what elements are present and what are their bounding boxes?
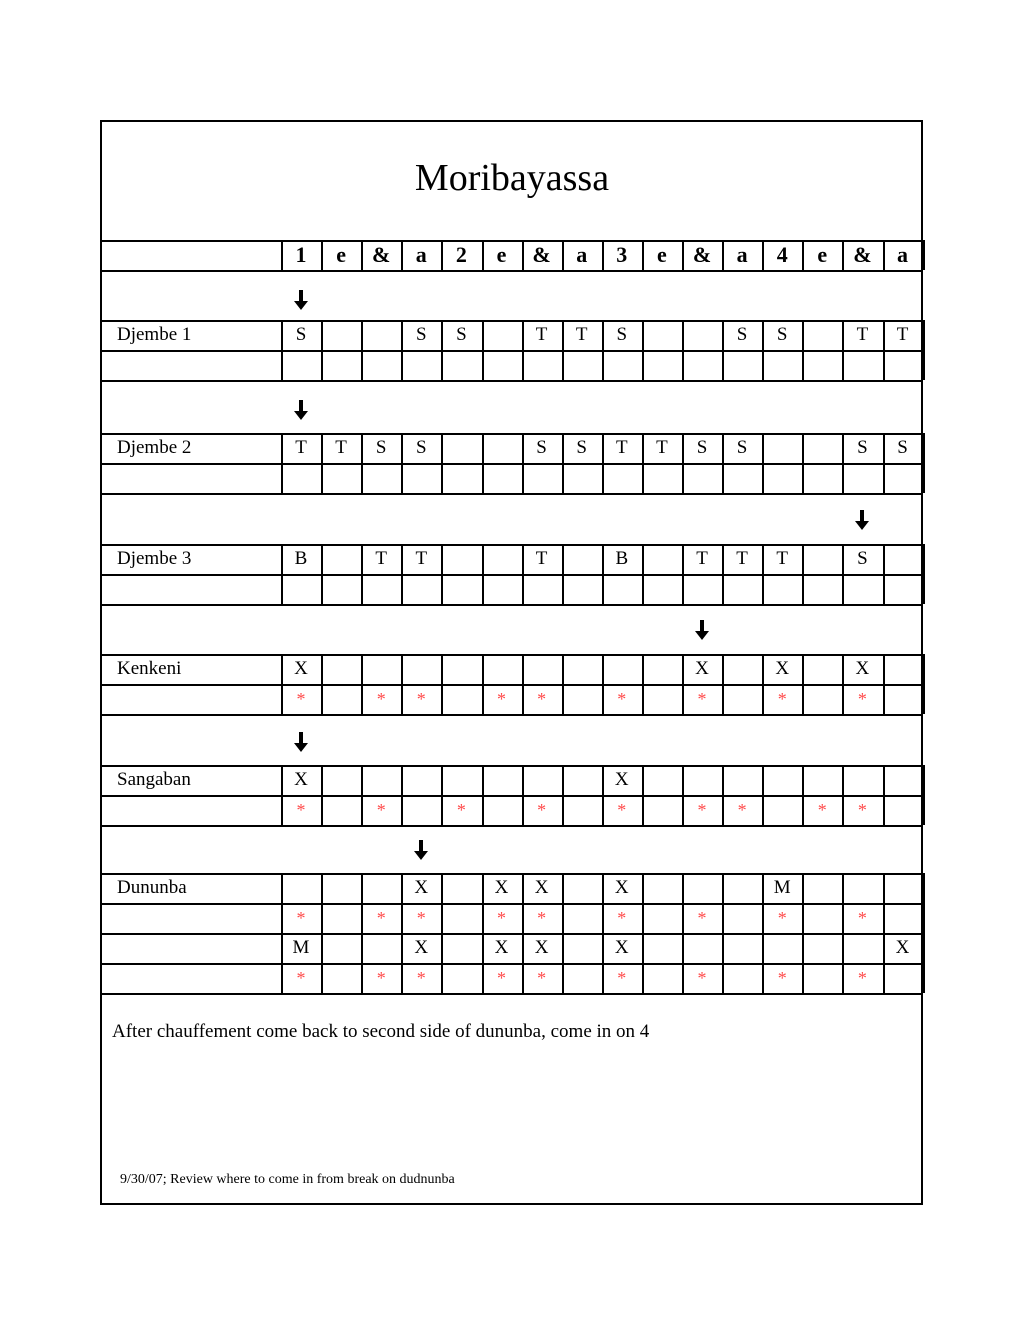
grid-line: [682, 320, 684, 380]
grid-line: [100, 604, 922, 606]
beat-count-cell: e: [496, 242, 507, 267]
bell-stroke-cell: *: [857, 689, 867, 709]
beat-count-cell: 4: [776, 242, 788, 267]
bell-stroke-cell: *: [777, 968, 787, 988]
stroke-cell: S: [736, 324, 748, 345]
beat-count-cell: 2: [455, 242, 467, 267]
beat-count-cell: a: [736, 242, 748, 267]
bell-stroke-cell: *: [697, 968, 707, 988]
beat-count-cell: e: [657, 242, 667, 267]
bell-stroke-cell: *: [617, 968, 627, 988]
bell-stroke-cell: *: [537, 968, 547, 988]
instrument-label: Kenkeni: [117, 658, 182, 679]
grid-line: [642, 654, 644, 714]
bell-stroke-cell: *: [777, 908, 787, 928]
grid-line: [441, 654, 443, 714]
stroke-cell: T: [856, 324, 869, 345]
grid-line: [642, 544, 644, 604]
beat-count-cell: 3: [616, 242, 628, 267]
stroke-cell: S: [416, 324, 427, 345]
grid-line: [100, 433, 922, 435]
stroke-cell: T: [896, 324, 909, 345]
grid-line: [562, 544, 564, 604]
grid-line: [321, 873, 323, 993]
stroke-cell: X: [614, 877, 629, 898]
stroke-cell: S: [696, 437, 708, 458]
bell-stroke-cell: *: [817, 800, 827, 820]
stroke-cell: X: [414, 937, 429, 958]
down-arrow-icon: [294, 400, 308, 420]
stroke-cell: S: [736, 437, 748, 458]
grid-line: [923, 433, 925, 493]
bell-stroke-cell: *: [617, 689, 627, 709]
grid-line: [482, 765, 484, 825]
stroke-cell: T: [535, 324, 548, 345]
grid-line: [482, 320, 484, 380]
grid-line: [441, 433, 443, 493]
grid-line: [100, 350, 922, 352]
bell-stroke-cell: *: [497, 968, 506, 988]
grid-line: [722, 873, 724, 993]
grid-line: [482, 544, 484, 604]
grid-line: [923, 240, 925, 270]
stroke-cell: X: [294, 769, 308, 790]
stroke-cell: M: [292, 937, 310, 958]
instrument-label: Djembe 1: [117, 324, 192, 345]
stroke-cell: B: [294, 548, 308, 569]
bell-stroke-cell: *: [617, 908, 627, 928]
bell-stroke-cell: *: [857, 908, 867, 928]
bell-stroke-cell: *: [456, 800, 466, 820]
grid-line: [923, 765, 925, 825]
grid-line: [100, 795, 922, 797]
grid-line: [883, 544, 885, 604]
bell-stroke-cell: *: [857, 968, 867, 988]
stroke-cell: X: [775, 658, 790, 679]
grid-line: [642, 320, 644, 380]
stroke-cell: T: [335, 437, 347, 458]
instrument-label: Djembe 3: [117, 548, 192, 569]
review-footnote: 9/30/07; Review where to come in from break on dudnunba: [120, 1172, 455, 1187]
stroke-cell: S: [295, 324, 307, 345]
grid-line: [883, 765, 885, 825]
grid-line: [802, 433, 804, 493]
stroke-cell: S: [857, 437, 868, 458]
grid-line: [562, 654, 564, 714]
grid-line: [321, 320, 323, 380]
grid-line: [642, 873, 644, 993]
grid-line: [100, 825, 922, 827]
grid-line: [401, 765, 403, 825]
beat-count-cell: e: [817, 242, 828, 267]
stroke-cell: T: [656, 437, 668, 458]
stroke-cell: X: [614, 769, 629, 790]
stroke-cell: T: [535, 548, 548, 569]
stroke-cell: S: [576, 437, 587, 458]
stroke-cell: X: [855, 658, 870, 679]
down-arrow-icon: [294, 290, 308, 310]
beat-count-cell: e: [336, 242, 346, 267]
grid-line: [802, 320, 804, 380]
grid-line: [762, 765, 764, 825]
bell-stroke-cell: *: [697, 800, 707, 820]
stroke-cell: S: [416, 437, 427, 458]
grid-line: [883, 654, 885, 714]
instrument-label: Sangaban: [117, 769, 191, 790]
grid-line: [100, 380, 922, 382]
stroke-cell: S: [456, 324, 467, 345]
grid-line: [802, 544, 804, 604]
grid-line: [100, 463, 922, 465]
stroke-cell: T: [776, 548, 788, 569]
grid-line: [441, 544, 443, 604]
stroke-cell: X: [534, 877, 549, 898]
bell-stroke-cell: *: [296, 968, 306, 988]
stroke-cell: T: [295, 437, 307, 458]
bell-stroke-cell: *: [617, 800, 627, 820]
stroke-cell: S: [375, 437, 387, 458]
bell-stroke-cell: *: [416, 689, 426, 709]
bell-stroke-cell: *: [697, 908, 707, 928]
stroke-cell: X: [534, 937, 549, 958]
beat-count-cell: &: [692, 242, 712, 267]
grid-line: [762, 433, 764, 493]
grid-line: [100, 493, 922, 495]
grid-line: [100, 270, 922, 272]
stroke-cell: X: [895, 937, 910, 958]
grid-line: [802, 654, 804, 714]
grid-line: [100, 714, 922, 716]
stroke-cell: X: [294, 658, 308, 679]
bell-stroke-cell: *: [296, 908, 306, 928]
grid-line: [923, 654, 925, 714]
grid-line: [441, 873, 443, 993]
down-arrow-icon: [855, 510, 869, 530]
stroke-cell: X: [494, 877, 509, 898]
grid-line: [321, 765, 323, 825]
bell-stroke-cell: *: [537, 908, 547, 928]
instrument-label: Djembe 2: [117, 437, 192, 458]
grid-line: [361, 320, 363, 380]
stroke-cell: X: [695, 658, 709, 679]
grid-line: [923, 320, 925, 380]
grid-line: [722, 654, 724, 714]
grid-line: [100, 574, 922, 576]
bell-stroke-cell: *: [416, 968, 426, 988]
bell-stroke-cell: *: [376, 968, 386, 988]
down-arrow-icon: [294, 732, 308, 752]
stroke-cell: T: [696, 548, 708, 569]
stroke-cell: X: [614, 937, 629, 958]
down-arrow-icon: [414, 840, 428, 860]
grid-line: [923, 873, 925, 993]
stroke-cell: X: [414, 877, 429, 898]
instrument-label: Dununba: [117, 877, 187, 898]
down-arrow-icon: [695, 620, 709, 640]
bell-stroke-cell: *: [777, 689, 787, 709]
grid-line: [923, 544, 925, 604]
bell-stroke-cell: *: [497, 908, 506, 928]
stroke-cell: T: [615, 437, 628, 458]
stroke-cell: B: [615, 548, 629, 569]
beat-count-cell: 1: [295, 242, 307, 267]
grid-line: [802, 873, 804, 993]
bell-stroke-cell: *: [296, 689, 306, 709]
beat-count-cell: a: [415, 242, 427, 267]
page-title: Moribayassa: [414, 157, 610, 199]
stroke-cell: T: [736, 548, 748, 569]
bell-stroke-cell: *: [537, 800, 547, 820]
stroke-cell: S: [776, 324, 788, 345]
grid-line: [562, 873, 564, 993]
bell-stroke-cell: *: [737, 800, 747, 820]
stroke-cell: S: [897, 437, 908, 458]
bell-stroke-cell: *: [697, 689, 707, 709]
bell-stroke-cell: *: [376, 800, 386, 820]
grid-line: [562, 765, 564, 825]
grid-line: [100, 765, 922, 767]
beat-count-cell: &: [532, 242, 551, 267]
stroke-cell: M: [773, 877, 791, 898]
stroke-cell: T: [575, 324, 588, 345]
stroke-cell: S: [616, 324, 628, 345]
grid-line: [642, 765, 644, 825]
bell-stroke-cell: *: [537, 689, 547, 709]
stroke-cell: S: [857, 548, 868, 569]
bell-stroke-cell: *: [376, 689, 386, 709]
grid-line: [321, 654, 323, 714]
stroke-cell: T: [415, 548, 428, 569]
instructions-note: After chauffement come back to second side of dununba, come in on 4: [112, 1021, 650, 1042]
bell-stroke-cell: *: [376, 908, 386, 928]
bell-stroke-cell: *: [857, 800, 867, 820]
stroke-cell: X: [494, 937, 509, 958]
bell-stroke-cell: *: [416, 908, 426, 928]
grid-line: [482, 433, 484, 493]
grid-line: [321, 544, 323, 604]
stroke-cell: T: [375, 548, 387, 569]
grid-line: [100, 993, 922, 995]
beat-count-cell: &: [372, 242, 391, 267]
beat-count-cell: a: [897, 242, 908, 267]
bell-stroke-cell: *: [296, 800, 306, 820]
beat-count-cell: a: [576, 242, 588, 267]
stroke-cell: S: [536, 437, 547, 458]
bell-stroke-cell: *: [497, 689, 506, 709]
beat-count-cell: &: [853, 242, 872, 267]
